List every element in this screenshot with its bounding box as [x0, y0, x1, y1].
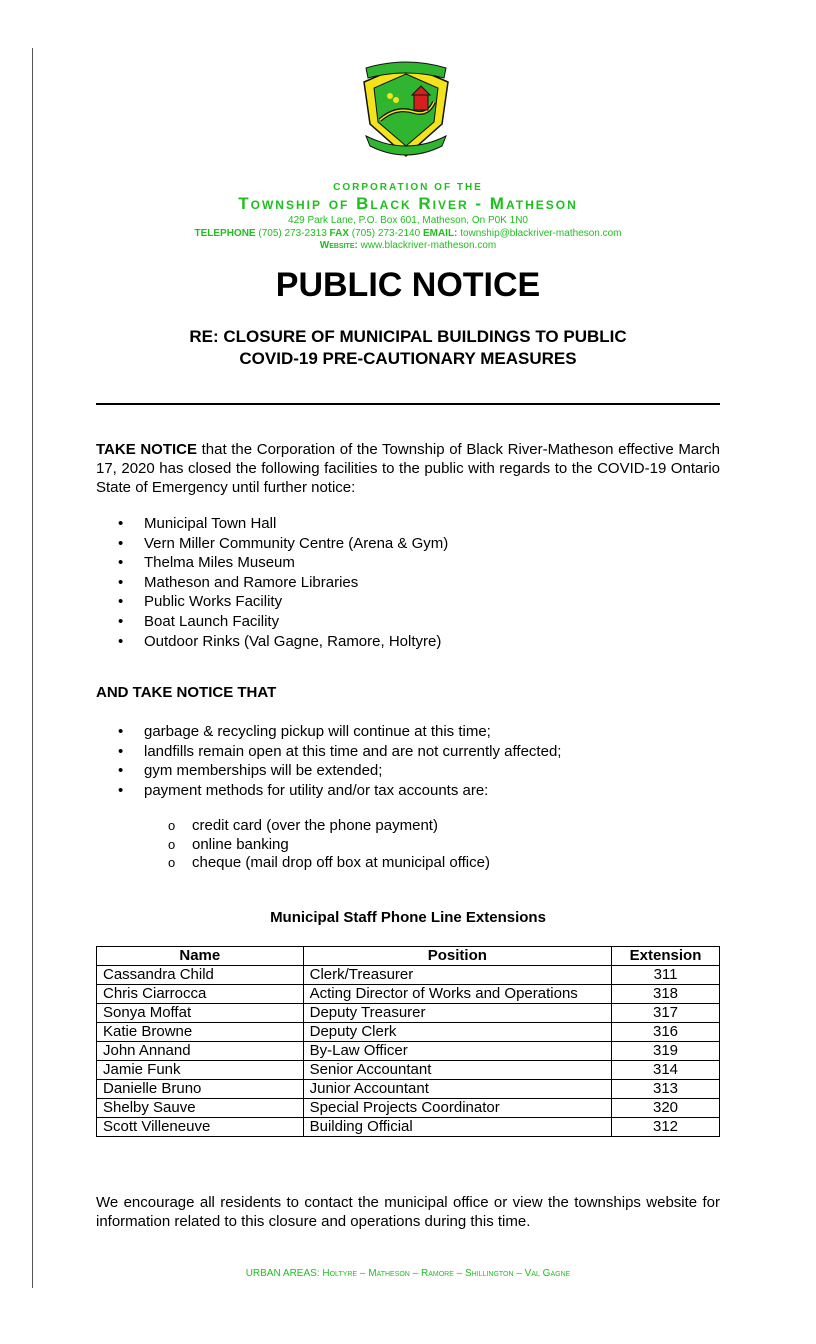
telephone-number: (705) 273-2313: [258, 228, 327, 239]
list-item-text: Vern Miller Community Centre (Arena & Gym): [144, 534, 449, 552]
staff-position: Building Official: [303, 1118, 611, 1137]
website-label: Website:: [319, 240, 358, 251]
payment-methods-list: [144, 817, 490, 873]
staff-name: Cassandra Child: [97, 966, 304, 985]
list-item-text: landfills remain open at this time and are not currently affected;: [144, 742, 562, 760]
staff-position: Deputy Treasurer: [303, 1004, 611, 1023]
bullet-icon: •: [118, 515, 124, 532]
list-item-text: Public Works Facility: [144, 593, 283, 611]
bullet-icon: •: [118, 742, 124, 760]
notice-title: PUBLIC NOTICE: [275, 266, 541, 304]
table-row: [97, 1004, 720, 1023]
staff-table-title: Municipal Staff Phone Line Extensions: [270, 909, 546, 926]
list-item-text: Matheson and Ramore Libraries: [144, 573, 359, 591]
list-item: [96, 781, 561, 801]
bullet-icon: •: [118, 573, 124, 591]
list-item: [96, 612, 448, 632]
staff-name: Chris Ciarrocca: [97, 985, 304, 1004]
bullet-icon: •: [118, 534, 124, 552]
website-url: www.blackriver-matheson.com: [360, 240, 497, 251]
horizontal-divider: [96, 403, 720, 405]
closed-facilities-list: [96, 514, 448, 651]
list-item: [144, 836, 490, 855]
staff-name: Scott Villeneuve: [97, 1118, 304, 1137]
staff-extension: 313: [612, 1080, 720, 1099]
list-item: [96, 553, 448, 573]
township-crest-logo: [356, 60, 456, 160]
table-row: [97, 1080, 720, 1099]
further-notice-list: [96, 722, 561, 800]
list-item: [96, 573, 448, 593]
footer-label: URBAN AREAS:: [245, 1268, 320, 1279]
bullet-icon: •: [118, 632, 124, 650]
staff-extensions-table: [96, 946, 720, 1137]
staff-extension: 320: [612, 1099, 720, 1118]
closing-paragraph: We encourage all residents to contact the municipal office or view the townships website for information related to this closure and operations during this time.: [96, 1194, 720, 1230]
list-item: [96, 592, 448, 612]
list-item: [96, 632, 448, 652]
column-header-extension: Extension: [612, 947, 720, 966]
staff-name: Danielle Bruno: [97, 1080, 304, 1099]
letterhead-address: 429 Park Lane, P.O. Box 601, Matheson, On P0K 1N0: [288, 215, 528, 226]
letterhead-corporation: CORPORATION OF THE: [333, 182, 483, 193]
staff-name: John Annand: [97, 1042, 304, 1061]
table-row: [97, 1023, 720, 1042]
footer-urban-areas: [0, 1268, 816, 1279]
column-header-name: Name: [97, 947, 304, 966]
sub-bullet-icon: o: [168, 855, 176, 871]
staff-position: Senior Accountant: [303, 1061, 611, 1080]
staff-position: Junior Accountant: [303, 1080, 611, 1099]
letterhead-township-name: Township of Black River - Matheson: [238, 194, 578, 213]
list-item-text: cheque (mail drop off box at municipal office): [192, 854, 490, 872]
bullet-icon: •: [118, 781, 124, 799]
staff-extension: 319: [612, 1042, 720, 1061]
letterhead-contact-line: [0, 228, 816, 239]
staff-extension: 317: [612, 1004, 720, 1023]
list-item: [144, 854, 490, 873]
list-item: [144, 817, 490, 836]
staff-name: Katie Browne: [97, 1023, 304, 1042]
bullet-icon: •: [118, 554, 124, 572]
bullet-icon: •: [118, 612, 124, 630]
table-row: [97, 1118, 720, 1137]
intro-paragraph: [96, 440, 720, 497]
letterhead-website-line: [0, 240, 816, 251]
staff-name: Shelby Sauve: [97, 1099, 304, 1118]
table-row: [97, 985, 720, 1004]
staff-extension: 312: [612, 1118, 720, 1137]
telephone-label: TELEPHONE: [194, 228, 256, 239]
list-item: [96, 761, 561, 781]
list-item-text: Thelma Miles Museum: [144, 554, 295, 572]
intro-bold-lead: TAKE NOTICE: [96, 441, 198, 458]
staff-position: Special Projects Coordinator: [303, 1099, 611, 1118]
list-item: [96, 534, 448, 554]
list-item-text: Boat Launch Facility: [144, 612, 280, 630]
email-label: EMAIL:: [422, 228, 458, 239]
notice-subject-line-2: COVID-19 PRE-CAUTIONARY MEASURES: [239, 349, 577, 368]
footer-areas: Holtyre – Matheson – Ramore – Shillington – Val Gagne: [322, 1268, 571, 1279]
staff-position: Clerk/Treasurer: [303, 966, 611, 985]
staff-position: Acting Director of Works and Operations: [303, 985, 611, 1004]
staff-extension: 311: [612, 966, 720, 985]
list-item-text: garbage & recycling pickup will continue at this time;: [144, 723, 491, 740]
staff-extension: 318: [612, 985, 720, 1004]
notice-subject-line-1: RE: CLOSURE OF MUNICIPAL BUILDINGS TO PUBLIC: [189, 327, 627, 346]
email-address: township@blackriver-matheson.com: [460, 228, 622, 239]
table-row: [97, 1042, 720, 1061]
list-item-text: online banking: [192, 835, 289, 853]
table-row: [97, 1099, 720, 1118]
staff-name: Sonya Moffat: [97, 1004, 304, 1023]
staff-position: By-Law Officer: [303, 1042, 611, 1061]
table-row: [97, 1061, 720, 1080]
bullet-icon: •: [118, 723, 124, 740]
staff-name: Jamie Funk: [97, 1061, 304, 1080]
sub-bullet-icon: o: [168, 836, 176, 852]
list-item-text: gym memberships will be extended;: [144, 762, 383, 780]
intro-text: that the Corporation of the Township of Black River-Matheson effective March 17, 2020 has closed the following facilities to the public with regards to the COVID-19 Ontario State of Emergency until further notice:: [96, 441, 720, 496]
staff-position: Deputy Clerk: [303, 1023, 611, 1042]
staff-extension: 316: [612, 1023, 720, 1042]
fax-number: (705) 273-2140: [351, 228, 421, 239]
fax-label: FAX: [329, 228, 349, 239]
bullet-icon: •: [118, 762, 124, 780]
list-item: [96, 514, 448, 534]
bullet-icon: •: [118, 593, 124, 611]
list-item: [96, 722, 561, 742]
sub-bullet-icon: o: [168, 818, 176, 833]
list-item-text: payment methods for utility and/or tax accounts are:: [144, 781, 489, 799]
list-item-text: Outdoor Rinks (Val Gagne, Ramore, Holtyre): [144, 632, 442, 650]
table-header-row: [97, 947, 720, 966]
list-item-text: Municipal Town Hall: [144, 515, 277, 532]
further-notice-heading: AND TAKE NOTICE THAT: [96, 684, 277, 701]
list-item: [96, 742, 561, 762]
column-header-position: Position: [303, 947, 611, 966]
table-row: [97, 966, 720, 985]
list-item-text: credit card (over the phone payment): [192, 817, 438, 834]
staff-extension: 314: [612, 1061, 720, 1080]
